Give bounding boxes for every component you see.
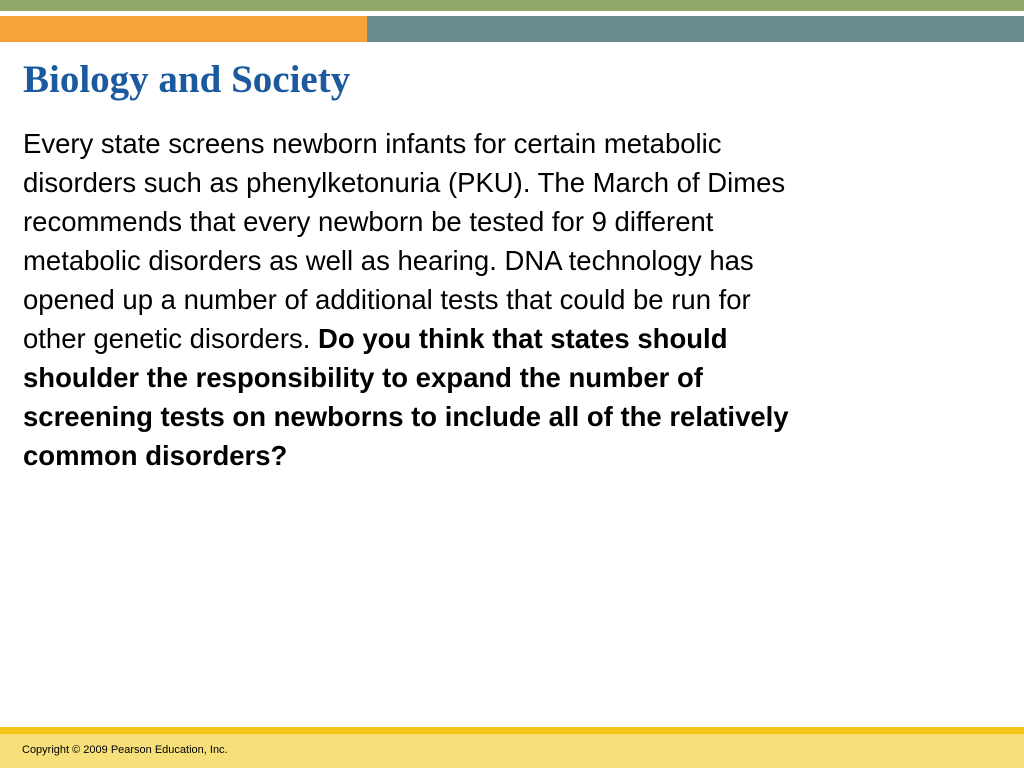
- slide-body: [23, 124, 973, 475]
- header-band-orange: [0, 16, 367, 42]
- body-line: other genetic disorders.: [23, 323, 319, 354]
- body-line: disorders such as phenylketonuria (PKU). The March of Dimes: [23, 167, 786, 198]
- body-question-line: Do you think that states should: [318, 323, 728, 354]
- copyright-notice: Copyright © 2009 Pearson Education, Inc.: [22, 744, 228, 756]
- body-question-line: screening tests on newborns to include all of the relatively: [23, 401, 789, 432]
- body-question-line: common disorders?: [23, 440, 288, 471]
- footer-accent-stripe: [0, 727, 1024, 734]
- body-line: recommends that every newborn be tested for 9 different: [23, 206, 714, 237]
- slide-title: Biology and Society: [23, 58, 351, 101]
- body-line: Every state screens newborn infants for certain metabolic: [23, 128, 722, 159]
- top-accent-stripe: [0, 0, 1024, 11]
- body-line: metabolic disorders as well as hearing. DNA technology has: [23, 245, 754, 276]
- body-line: opened up a number of additional tests that could be run for: [23, 284, 751, 315]
- body-question-line: shoulder the responsibility to expand the number of: [23, 362, 703, 393]
- header-band-teal: [367, 16, 1024, 42]
